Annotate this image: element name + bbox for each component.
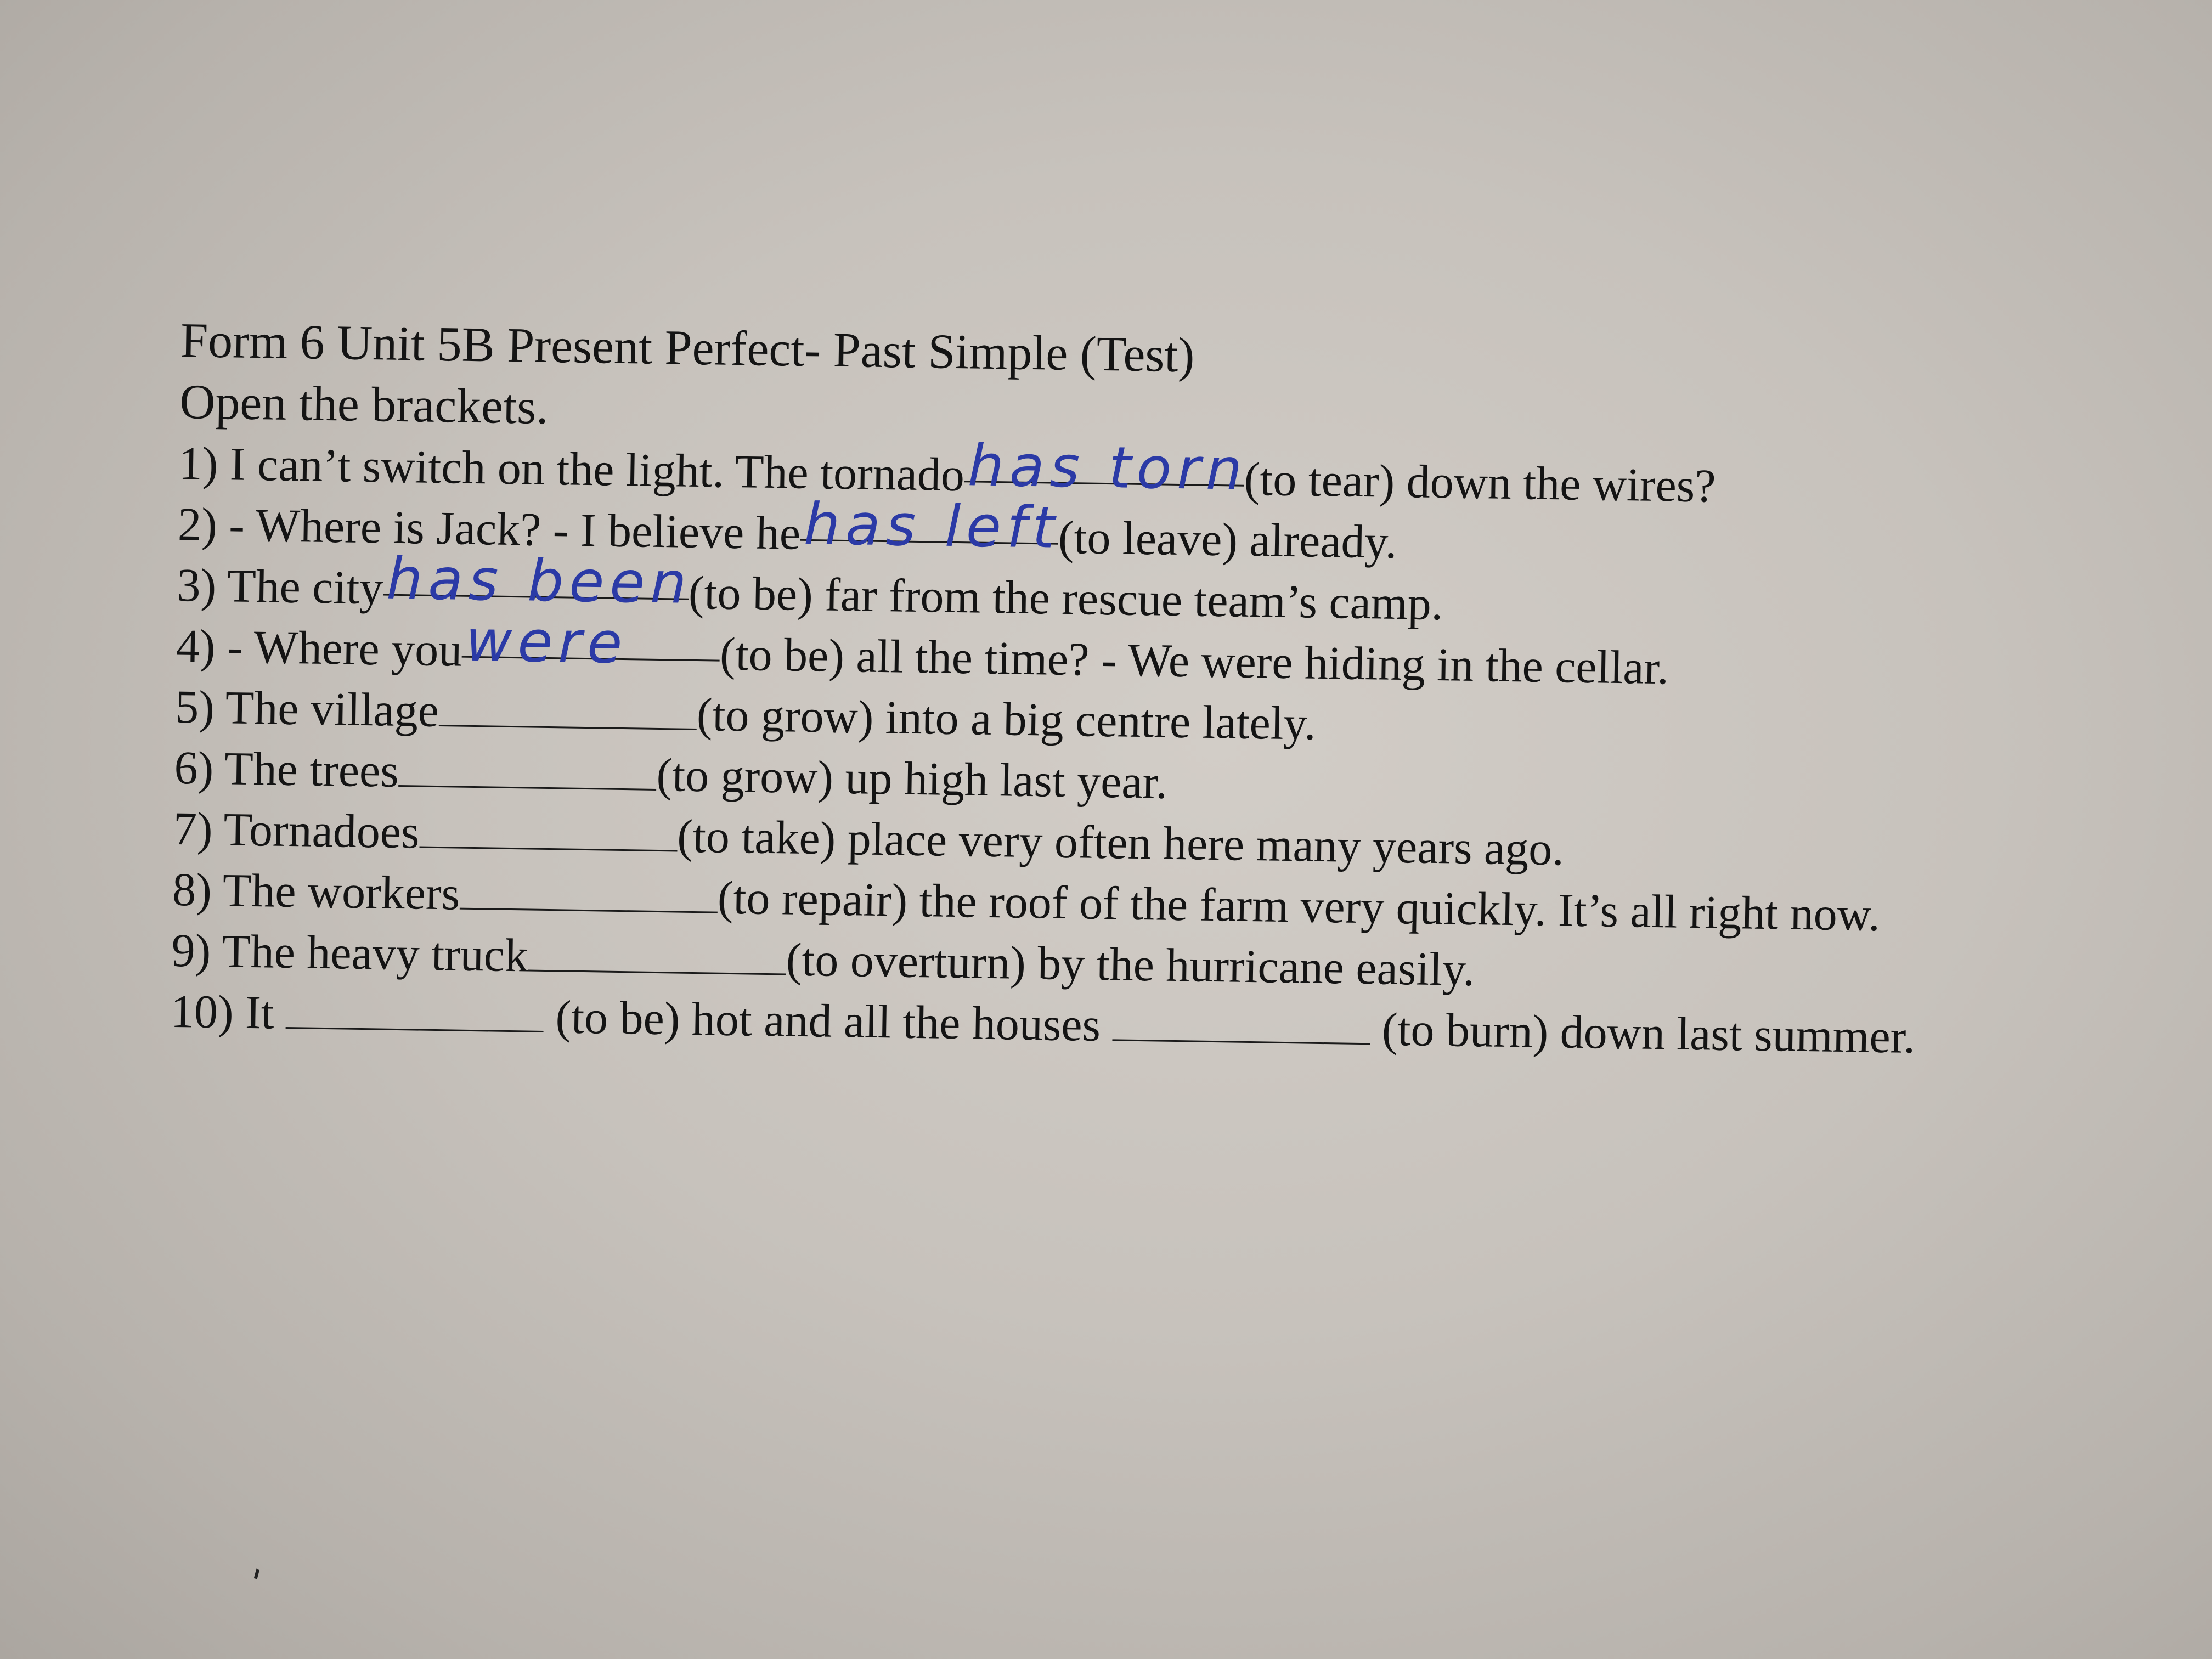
question-text-after: (to overturn) by the hurricane easily. xyxy=(786,933,1475,996)
answer-blank[interactable] xyxy=(800,490,1061,561)
answer-blank[interactable] xyxy=(460,872,718,913)
answer-blank[interactable] xyxy=(528,934,787,975)
question-text-after: (to be) all the time? - We were hiding in the cellar. xyxy=(719,627,1669,695)
question-number: 8) xyxy=(172,862,212,916)
question-text-before: The village xyxy=(225,681,439,737)
question-text-after: (to grow) into a big centre lately. xyxy=(696,688,1317,750)
question-number: 10) xyxy=(170,984,234,1039)
question-text-middle: (to be) hot and all the houses xyxy=(555,990,1101,1052)
question-text-before: I can’t switch on the light. The tornado xyxy=(229,437,965,501)
question-number: 1) xyxy=(178,436,219,490)
worksheet-title: Form 6 Unit 5B Present Perfect- Past Simple (Test) xyxy=(180,313,1195,383)
question-text-after: (to tear) down the wires? xyxy=(1244,452,1717,512)
question-text-before: Tornadoes xyxy=(223,803,420,859)
answer-blank[interactable] xyxy=(462,607,720,677)
answer-blank[interactable] xyxy=(439,689,697,730)
question-number: 3) xyxy=(176,558,217,612)
handwritten-answer: has been xyxy=(386,545,693,617)
worksheet xyxy=(170,310,2101,1070)
question-number: 7) xyxy=(173,802,213,855)
question-text-before: The heavy truck xyxy=(221,924,529,982)
question-text-after: (to burn) down last summer. xyxy=(1381,1002,1916,1064)
question-text-before: - Where is Jack? - I believe he xyxy=(228,498,801,560)
handwritten-answer: has torn xyxy=(967,432,1249,503)
question-text-after: (to take) place very often here many years ago. xyxy=(676,809,1565,876)
question-text-before: The city xyxy=(227,559,384,614)
question-text-before: The trees xyxy=(224,742,399,797)
question-text-after: (to repair) the roof of the farm very quickly. It’s all right now. xyxy=(717,871,1881,941)
question-number: 9) xyxy=(171,923,212,977)
question-text-before: It xyxy=(245,985,275,1039)
handwritten-answer: were xyxy=(465,607,629,677)
handwritten-answer: has left xyxy=(803,490,1061,561)
paper-speck xyxy=(254,1569,259,1579)
question-number: 4) xyxy=(176,619,216,673)
question-text-after: (to grow) up high last year. xyxy=(656,748,1168,809)
answer-blank[interactable] xyxy=(383,545,693,617)
worksheet-instruction: Open the brackets. xyxy=(179,374,549,435)
question-number: 5) xyxy=(174,680,215,733)
answer-blank[interactable] xyxy=(286,991,544,1032)
answer-blank[interactable] xyxy=(398,749,657,791)
answer-blank-2[interactable] xyxy=(1112,1003,1370,1045)
question-text-after: (to leave) already. xyxy=(1058,510,1398,568)
answer-blank[interactable] xyxy=(419,810,678,852)
question-number: 6) xyxy=(173,741,214,794)
question-text-before: - Where you xyxy=(227,620,462,676)
answer-blank[interactable] xyxy=(964,432,1249,503)
question-text-before: The workers xyxy=(222,864,460,920)
question-number: 2) xyxy=(177,497,218,551)
question-text-after: (to be) far from the rescue team’s camp. xyxy=(688,566,1443,630)
